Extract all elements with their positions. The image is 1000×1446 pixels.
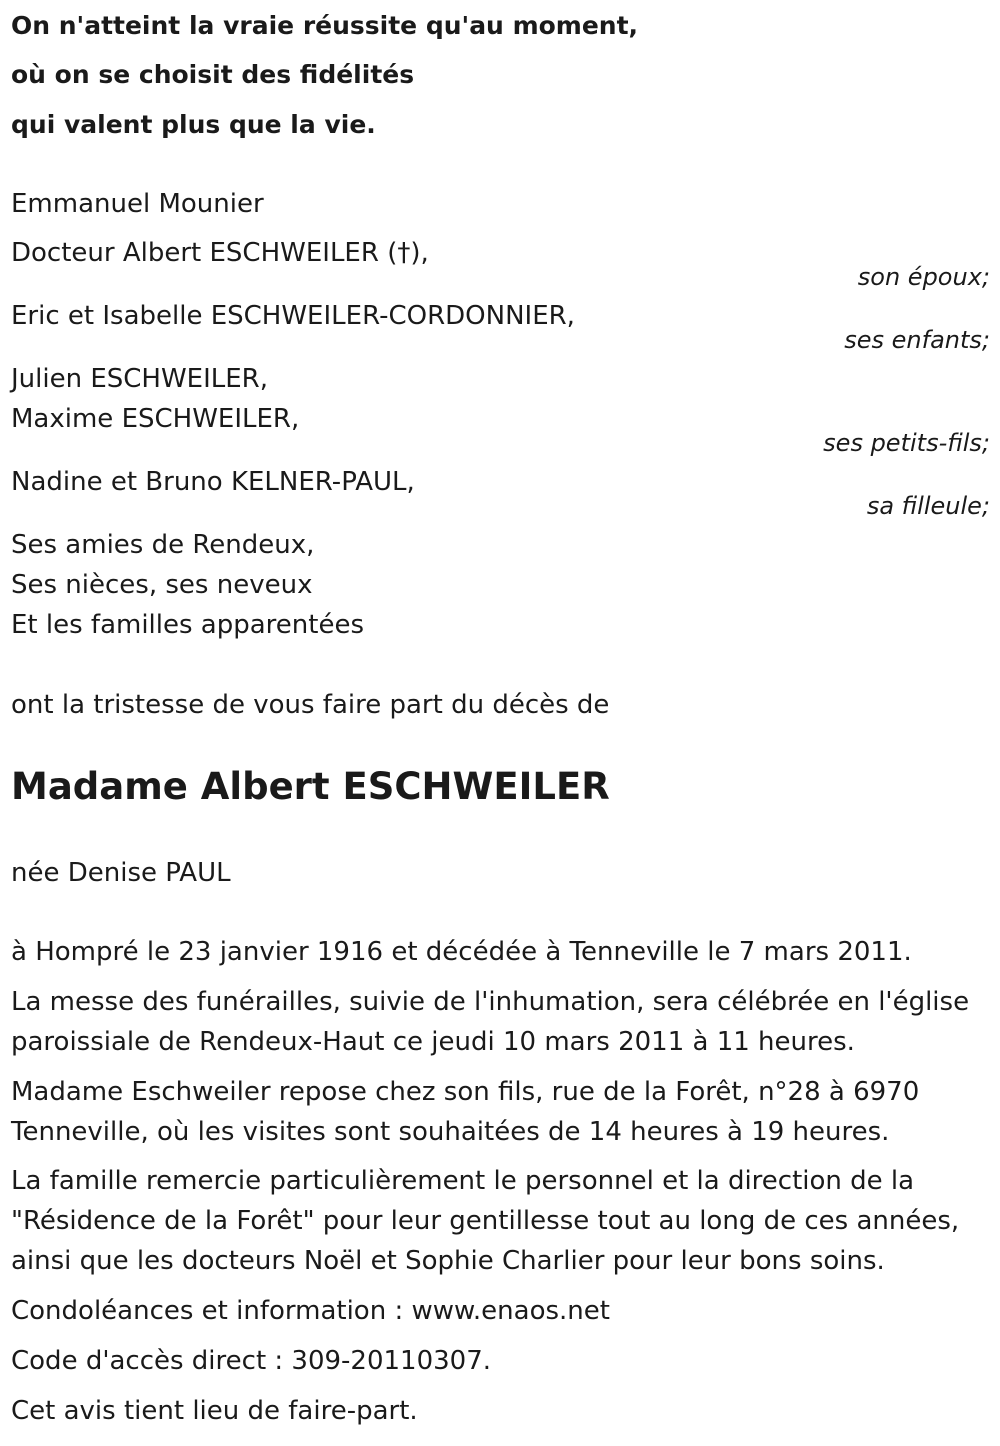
deceased-name: Madame Albert ESCHWEILER <box>11 765 610 808</box>
role-grandsons: ses petits-fils; <box>823 429 990 457</box>
funeral-line-1: La messe des funérailles, suivie de l'inhumation, sera célébrée en l'église <box>11 987 970 1017</box>
funeral-line-2: paroissiale de Rendeux-Haut ce jeudi 10 mars 2011 à 11 heures. <box>11 1027 855 1057</box>
family-husband: Docteur Albert ESCHWEILER (†), <box>11 238 429 268</box>
family-children: Eric et Isabelle ESCHWEILER-CORDONNIER, <box>11 301 575 331</box>
dates-line: à Hompré le 23 janvier 1916 et décédée à Tenneville le 7 mars 2011. <box>11 937 912 967</box>
family-relatives: Et les familles apparentées <box>11 610 365 640</box>
role-goddaughter: sa filleule; <box>866 492 990 520</box>
thanks-line-2: "Résidence de la Forêt" pour leur gentillesse tout au long de ces années, <box>11 1206 960 1236</box>
rest-line-2: Tenneville, où les visites sont souhaitées de 14 heures à 19 heures. <box>11 1117 890 1147</box>
family-grandson-2: Maxime ESCHWEILER, <box>11 404 300 434</box>
quote-line-2: où on se choisit des fidélités <box>11 60 415 89</box>
rest-line-1: Madame Eschweiler repose chez son fils, rue de la Forêt, n°28 à 6970 <box>11 1077 920 1107</box>
deceased-born-name: née Denise PAUL <box>11 858 231 888</box>
thanks-line-3: ainsi que les docteurs Noël et Sophie Charlier pour leur bons soins. <box>11 1246 885 1276</box>
condolences-line: Condoléances et information : www.enaos.net <box>11 1296 610 1326</box>
notice-line: Cet avis tient lieu de faire-part. <box>11 1396 418 1426</box>
family-grandson-1: Julien ESCHWEILER, <box>11 364 269 394</box>
quote-line-3: qui valent plus que la vie. <box>11 110 376 139</box>
quote-line-1: On n'atteint la vraie réussite qu'au moment, <box>11 11 639 40</box>
family-goddaughter: Nadine et Bruno KELNER-PAUL, <box>11 467 415 497</box>
access-code-line: Code d'accès direct : 309-20110307. <box>11 1346 492 1376</box>
family-nieces: Ses nièces, ses neveux <box>11 570 313 600</box>
family-friends: Ses amies de Rendeux, <box>11 530 315 560</box>
role-husband: son époux; <box>857 263 990 291</box>
quote-author: Emmanuel Mounier <box>11 189 264 219</box>
thanks-line-1: La famille remercie particulièrement le personnel et la direction de la <box>11 1166 915 1196</box>
announcement: ont la tristesse de vous faire part du décès de <box>11 690 610 720</box>
role-children: ses enfants; <box>844 326 990 354</box>
